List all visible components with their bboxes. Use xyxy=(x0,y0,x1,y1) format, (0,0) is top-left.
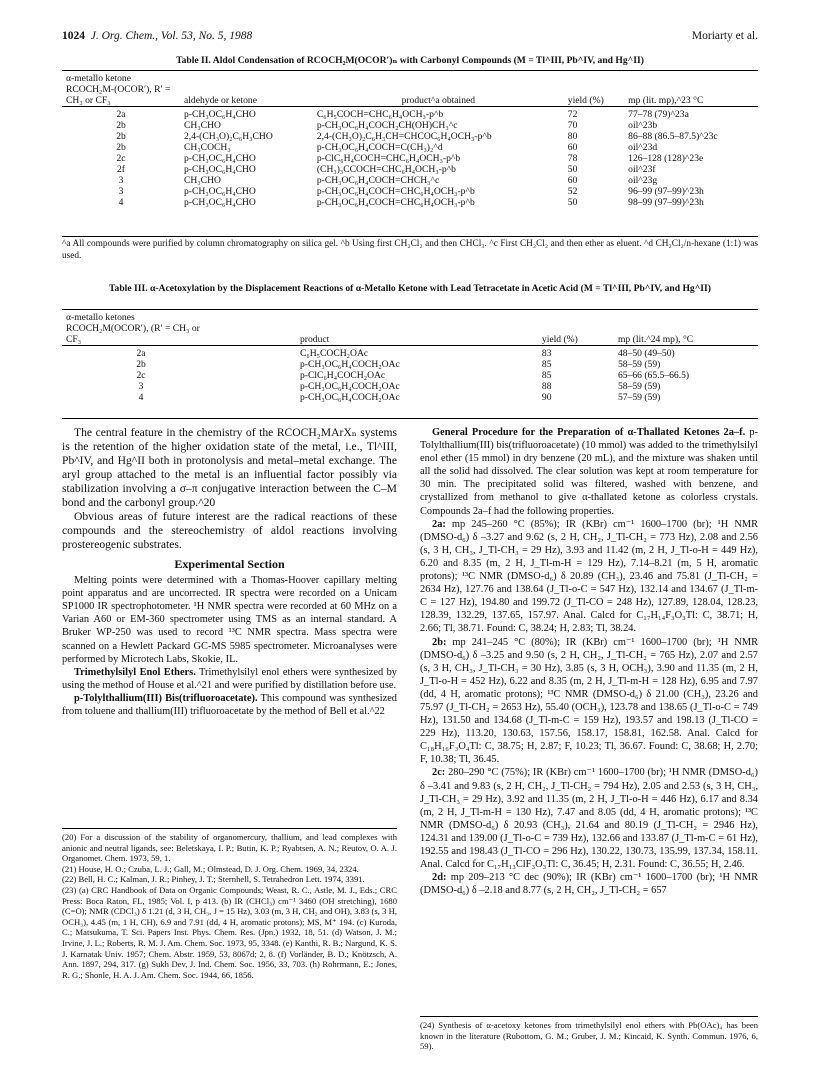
section-heading: Experimental Section xyxy=(174,557,285,571)
table3-cell: 2b xyxy=(136,359,146,370)
table3-header: α-metallo ketones RCOCH₂M(OCOR′), (R′ = CH₃ or CF₃ xyxy=(66,312,200,345)
table2-cell: 50 xyxy=(567,164,578,175)
table3-cell: 85 xyxy=(541,370,552,381)
table2-cell: p-CH₃OC₆H₄COCH₂CH(OH)CH₃^c xyxy=(316,120,458,131)
paragraph-text: 280–290 °C (75%); IR (KBr) cm⁻¹ 1600–1700 (br); ¹H NMR (DMSO-d₆) δ –3.41 and 9.83 (s, 2 H, CH₂, J_Tl-CH₂ = 794 Hz), 2.05 and 2.53 (s, 3 H, CH₃, J_Tl-CH₃ = 29 Hz), 3.92 and 11.35 (m, 2 H, J_Tl-o-H = 446 Hz), 6.17 and 8.34 (m, 2 H, J_Tl-m-H = 130 Hz), 7.47 and 8.05 (dd, 4 H, aromatic protons); ¹³C NMR (DMSO-d₆) δ 20.93 (CH₃), 21.64 and 80.19 (J_Tl-CH₂ = 2946 Hz), 124.31 and 139.00 (J_Tl-o-C = 739 Hz), 132.66 and 133.87 (J_Tl-m-C = 61 Hz), 192.55 and 198.43 (J_Tl-CO = 296 Hz), 130.22, 130.73, 135.99, 137.34, 158.11. Anal. Calcd for C₁₇H₁₃ClF₃O₃Tl: C, 36.45; H, 2.31. Found: C, 36.55; H, 2.46. xyxy=(420,767,758,871)
table3-cell: 58–59 (59) xyxy=(617,359,661,370)
table3-cell: 2a xyxy=(136,348,146,359)
table2-cell: p-ClC₆H₄COCH=CHC₆H₄OCH₃-p^b xyxy=(316,153,461,164)
table2-cell: p-CH₃OC₆H₄CHO xyxy=(184,109,256,120)
table3-row xyxy=(62,392,758,403)
paragraph: Obvious areas of future interest are the radical reactions of these compounds and the stereochemistry of aldol reactions involving prostereogenic substrates. xyxy=(62,510,397,551)
table2-cell: 2b xyxy=(116,120,126,131)
run-in-heading: 2c: xyxy=(432,767,446,779)
table3-cell: 83 xyxy=(541,348,552,359)
table2-footnote: ^a All compounds were purified by column chromatography on silica gel. ^b Using first CH₂Cl₂ and then CHCl₃. ^c First CH₂Cl₂ and then ether as eluent. ^d CH₂Cl₂/n-hexane (1:1) was used. xyxy=(62,239,758,261)
paragraph xyxy=(420,518,758,636)
reference: (21) House, H. O.; Czuba, L. J.; Gall, M.; Olmstead, D. J. Org. Chem. 1969, 34, 2324. xyxy=(62,863,359,874)
table2-cell: 3 xyxy=(118,175,124,186)
table3-row xyxy=(62,370,758,381)
table3-header: mp (lit.^24 mp), °C xyxy=(617,334,694,345)
table2-body xyxy=(62,107,758,209)
table3-cell: 58–59 (59) xyxy=(617,381,661,392)
table2-cell: 98–99 (97–99)^23h xyxy=(628,197,704,208)
table3-header: yield (%) xyxy=(541,334,578,345)
table3-row xyxy=(62,381,758,392)
paragraph xyxy=(420,636,758,767)
table2-row xyxy=(62,107,758,121)
table2-header: yield (%) xyxy=(567,95,604,106)
footnote-rule xyxy=(420,1016,758,1017)
table3-body xyxy=(62,346,758,404)
table3-title: Table III. α-Acetoxylation by the Displacement Reactions of α-Metallo Ketone with Lead Tetracetate in Acetic Acid (M = Tl^III, Pb^IV, and Hg^II) xyxy=(109,283,711,294)
table2-cell: 80 xyxy=(567,131,578,142)
table3 xyxy=(62,309,758,403)
table2-cell: C₆H₅COCH=CHC₆H₄OCH₃-p^b xyxy=(316,109,444,120)
paragraph xyxy=(420,426,758,518)
table2-cell: (CH₃)₃CCOCH=CHC₆H₄OCH₃-p^b xyxy=(316,164,456,175)
table2-cell: p-CH₃OC₆H₄COCH=C(CH₃)₂^d xyxy=(316,142,443,153)
table3-cell: 90 xyxy=(541,392,552,403)
table2-cell: 60 xyxy=(567,142,578,153)
table3-row xyxy=(62,359,758,370)
table2-cell: p-CH₃OC₆H₄COCH=CHCH₃^c xyxy=(316,175,440,186)
table3-header: product xyxy=(300,334,330,345)
table2-cell: 2,4-(CH₃O)₂C₆H₃CHO xyxy=(184,131,273,142)
table3-cell: 4 xyxy=(138,392,144,403)
paragraph-text: mp 209–213 °C dec (90%); IR (KBr) cm⁻¹ 1600–1700 (br); ¹H NMR (DMSO-d₆) δ –2.18 and 8.77 (s, 2 H, CH₂, J_Tl-CH₂ = 657 xyxy=(420,872,758,897)
table3-cell: 65–66 (65.5–66.5) xyxy=(617,370,690,381)
table2-cell: 70 xyxy=(567,120,578,131)
run-in-heading: General Procedure for the Preparation of α-Thallated Ketones 2a–f. xyxy=(432,427,746,438)
journal-name: J. Org. Chem., Vol. 53, No. 5, 1988 xyxy=(90,30,253,42)
table2-cell: 2b xyxy=(116,142,126,153)
table2-title: Table II. Aldol Condensation of RCOCH₂M(OCOR′)ₙ with Carbonyl Compounds (M = Tl^III, Pb^IV, and Hg^II) xyxy=(176,55,644,66)
table2-cell: 52 xyxy=(567,186,578,197)
table2-cell: CH₃CHO xyxy=(184,120,221,131)
table2-row xyxy=(62,197,758,208)
table3-cell: 3 xyxy=(138,381,144,392)
table2-cell: 4 xyxy=(118,197,124,208)
table2-cell: 86–88 (86.5–87.5)^23c xyxy=(628,131,718,142)
left-references xyxy=(62,832,397,980)
paragraph xyxy=(62,666,397,692)
table2-cell: 2c xyxy=(116,153,126,164)
table2-bottom-rule xyxy=(62,236,758,237)
table2-cell: oil^23b xyxy=(628,120,658,131)
table2-cell: p-CH₃OC₆H₄COCH=CHC₆H₄OCH₃-p^b xyxy=(316,186,475,197)
table2-row xyxy=(62,142,758,153)
paragraph xyxy=(62,692,397,718)
table2-cell: 3 xyxy=(118,186,124,197)
table2-cell: p-CH₃OC₆H₄CHO xyxy=(184,164,256,175)
table2-cell: 96–99 (97–99)^23h xyxy=(628,186,704,197)
table2-row xyxy=(62,175,758,186)
paragraph: Melting points were determined with a Thomas-Hoover capillary melting point apparatus and are uncorrected. IR spectra were recorded on a Unicam SP1000 IR spectrophotometer. ¹H NMR spectra were recorded at 60 MHz on a Varian A60 or EM-360 spectrometer using TMS as an internal standard. A Bruker WP-250 was used to record ¹³C NMR spectra. Mass spectra were scanned on a Hewlett Packard GC-MS 5985 spectrometer. Microanalyses were performed by Microtech Labs, Skokie, IL. xyxy=(62,575,397,665)
paragraph xyxy=(420,766,758,871)
table2-cell: oil^23f xyxy=(628,164,656,175)
table2-cell: CH₃COCH₃ xyxy=(184,142,231,153)
table2-cell: 2b xyxy=(116,131,126,142)
paragraph xyxy=(420,871,758,897)
table2-cell: CH₃CHO xyxy=(184,175,221,186)
table2-cell: 60 xyxy=(567,175,578,186)
table2-cell: oil^23g xyxy=(628,175,658,186)
table3-cell: C₆H₅COCH₂OAc xyxy=(300,348,369,359)
run-in-heading: 2b: xyxy=(432,636,447,648)
table3-row xyxy=(62,346,758,360)
table3-cell: 2c xyxy=(136,370,146,381)
authors: Moriarty et al. xyxy=(691,30,758,42)
table2-row xyxy=(62,131,758,142)
table3-cell: 85 xyxy=(541,359,552,370)
table2-cell: 2a xyxy=(116,109,126,120)
reference: (22) Bell, H. C.; Kalman, J. R.; Pinhey, J. T.; Sternhell, S. Tetrahedron Lett. 1974, 3391. xyxy=(62,874,365,885)
table2-row xyxy=(62,153,758,164)
table3-cell: p-ClC₆H₄COCH₂OAc xyxy=(300,370,386,381)
paragraph-text: p-Tolylthallium(III) bis(trifluoroacetate) (10 mmol) was added to the trimethylsilyl enol ether (15 mmol) in dry benzene (20 mL), and the mixture was shaken until all the solid had dissolved. The clear solution was kept at room temperature for 30 min. The precipitated solid was filtered, washed with benzene, and crystallized from methanol to give α-thallated ketone as colorless crystals. Compounds 2a–f had the following properties. xyxy=(420,427,758,517)
page-number: 1024 xyxy=(62,30,85,42)
table3-bottom-rule xyxy=(62,418,758,419)
paragraph-text: mp 241–245 °C (80%); IR (KBr) cm⁻¹ 1600–1700 (br); ¹H NMR (DMSO-d₆) δ –3.25 and 9.50 (s, 2 H, CH₂, J_Tl-CH₂ = 765 Hz), 2.07 and 2.57 (s, 3 H, CH₃, J_Tl-CH₃ = 30 Hz), 3.85 (s, 3 H, OCH₃), 3.90 and 11.35 (m, 2 H, J_Tl-o-H = 452 Hz), 6.22 and 8.35 (m, 2 H, J_Tl-m-H = 128 Hz), 6.95 and 7.97 (dd, 4 H, aromatic protons); ¹³C NMR (DMSO-d₆) δ 21.00 (CH₃), 23.26 and 75.97 (J_Tl-CH₂ = 2653 Hz), 55.40 (OCH₃), 123.78 and 138.65 (J_Tl-o-C = 749 Hz), 131.50 and 134.68 (J_Tl-m-C = 159 Hz), 193.57 and 198.13 (J_Tl-CO = 229 Hz), 113.20, 130.63, 157.56, 158.17, 158.81, 162.58. Anal. Calcd for C₁₈H₁₆F₃O₄Tl: C, 38.75; H, 2.87; F, 10.23; Tl, 36.67. Found: C, 38.68; H, 2.70; F, 10.38; Tl, 36.45. xyxy=(420,636,758,766)
table2-row xyxy=(62,164,758,175)
table3-cell: 88 xyxy=(541,381,552,392)
reference: (23) (a) CRC Handbook of Data on Organic Compounds; Weast, R. C., Astle, M. J., Eds.; CRC Press: Boca Raton, FL, 1985; Vol. I, p 413. (b) IR (CHCl₃) cm⁻¹ 3460 (OH stretching), 1680 (C=O); NMR (CDCl₃) δ 1.21 (d, 3 H, CH₃, J = 15 Hz), 3.03 (m, 3 H, CH₂ and OH), 3.83 (s, 3 H, OCH₃), 4.45 (m, 1 H, CH), 6.9 and 7.91 (dd, 4 H, aromatic protons); MS, M⁺ 194. (c) Kuroda, C.; Matsukuma, T. Sci. Papers Inst. Phys. Chem. Res. (Jpn.) 1932, 18, 51. (d) Watson, J. M.; Irvine, J. L.; Roberts, R. M. J. Am. Chem. Soc. 1973, 95, 3348. (e) Kanthi, R. B.; Nargund, K. S. J. Karnatak Univ. 1957; Chem. Abstr. 1959, 53, 8067d; 2, 8. (f) Vorländer, B. D.; Knötzsch, A. Ann. 1897, 294, 317. (g) Sukh Dev, J. Ind. Chem. Soc. 1956, 33, 703. (h) Rohrmann, E.; Jones, R. G.; Shonle, H. A. J. Am. Chem. Soc. 1944, 66, 1856. xyxy=(62,884,397,980)
table2-cell: 2,4-(CH₃O)₂C₆H₃CH=CHCOC₆H₄OCH₃-p^b xyxy=(316,131,492,142)
left-column xyxy=(62,426,397,718)
paragraph-text: Trimethylsilyl enol ethers were synthesized by using the method of House et al.^21 and were purified by distillation before use. xyxy=(62,666,397,691)
reference: (20) For a discussion of the stability of organomercury, thallium, and lead complexes with anionic and neutral ligands, see: Beletskaya, I. P.; Butin, K. P.; Ryabtsen, A. N.; Reutov, O. A. J. Organomet. Chem. 1973, 59, 1. xyxy=(62,832,397,864)
paragraph-text: mp 245–260 °C (85%); IR (KBr) cm⁻¹ 1600–1700 (br); ¹H NMR (DMSO-d₆) δ –3.27 and 9.62 (s, 2 H, CH₂, J_Tl-CH₂ = 773 Hz), 2.08 and 2.56 (s, 3 H, CH₃, J_Tl-CH₃ = 29 Hz), 3.93 and 11.42 (m, 2 H, J_Tl-o-H = 449 Hz), 6.20 and 8.35 (m, 2 H, J_Tl-m-H = 129 Hz), 7.14–8.21 (m, 5 H, aromatic protons); ¹³C NMR (DMSO-d₆) δ 20.89 (CH₃), 23.46 and 75.81 (J_Tl-CH₂ = 2634 Hz), 127.76 and 138.64 (J_Tl-o-C = 547 Hz), 132.14 and 134.67 (J_Tl-m-C = 127 Hz), 194.80 and 199.72 (J_Tl-CO = 248 Hz), 127.89, 128.04, 128.23, 128.39, 132.29, 137.65, 157.97. Anal. Calcd for C₁₇H₁₄F₃O₃Tl: C, 38.71; H, 2.66; Tl, 38.71. Found: C, 38.24; H, 2.83; Tl, 38.24. xyxy=(420,518,758,635)
table2-cell: 78 xyxy=(567,153,578,164)
table2-cell: p-CH₃OC₆H₄CHO xyxy=(184,197,256,208)
footnote-rule xyxy=(62,828,397,829)
table2-header: α-metallo ketone RCOCH₂M-(OCOR′), R′ = CH₃ or CF₃ xyxy=(66,73,171,106)
right-reference: (24) Synthesis of α-acetoxy ketones from trimethylsilyl enol ethers with Pb(OAc)₄ has been known in the literature (Rubottom, G. M.; Gruber, J. M.; Kincaid, K. Synth. Commun. 1976, 6, 59). xyxy=(420,1020,758,1052)
table2-row xyxy=(62,186,758,197)
table3-cell: p-CH₃OC₆H₄COCH₂OAc xyxy=(300,392,400,403)
table2-cell: 126–128 (128)^23e xyxy=(628,153,704,164)
run-in-heading: Trimethylsilyl Enol Ethers. xyxy=(74,666,196,678)
table2-cell: p-CH₃OC₆H₄CHO xyxy=(184,153,256,164)
table2-cell: 77–78 (79)^23a xyxy=(628,109,689,120)
table2-cell: p-CH₃OC₆H₄CHO xyxy=(184,186,256,197)
journal-citation xyxy=(62,30,252,42)
table3-cell: p-CH₃OC₆H₄COCH₂OAc xyxy=(300,381,400,392)
paragraph-text: This compound was synthesized from toluene and thallium(III) trifluoroacetate by the method of Bell et al.^22 xyxy=(62,692,398,718)
run-in-heading: 2d: xyxy=(432,872,447,884)
table2-cell: 72 xyxy=(567,109,578,120)
table2-cell: p-CH₃OC₆H₄COCH=CHC₆H₄OCH₃-p^b xyxy=(316,197,475,208)
table3-cell: p-CH₃OC₆H₄COCH₂OAc xyxy=(300,359,400,370)
table2-cell: 2f xyxy=(117,164,125,175)
table2-cell: 50 xyxy=(567,197,578,208)
run-in-heading: 2a: xyxy=(432,518,446,530)
paragraph: The central feature in the chemistry of the RCOCH₂MArXₙ systems is the retention of the higher oxidation state of the metal, i.e., Tl^III, Pb^IV, and Hg^II both in protonolysis and metal–metal exchange. The aryl group attached to the metal is an influential factor possibly via stabilization involving a σ–π conjugative interaction between the C–M bond and the carbonyl group.^20 xyxy=(62,426,397,509)
run-in-heading: p-Tolylthallium(III) Bis(trifluoroacetate). xyxy=(74,692,258,704)
table2-cell: oil^23d xyxy=(628,142,658,153)
table3-cell: 57–59 (59) xyxy=(617,392,661,403)
table2-header: aldehyde or ketone xyxy=(184,95,257,106)
table2 xyxy=(62,70,758,208)
table2-row xyxy=(62,120,758,131)
running-header xyxy=(62,30,758,46)
table2-header: product^a obtained xyxy=(401,95,476,106)
table2-header: mp (lit. mp),^23 °C xyxy=(628,95,704,106)
right-column xyxy=(420,426,758,897)
table3-cell: 48–50 (49–50) xyxy=(617,348,675,359)
